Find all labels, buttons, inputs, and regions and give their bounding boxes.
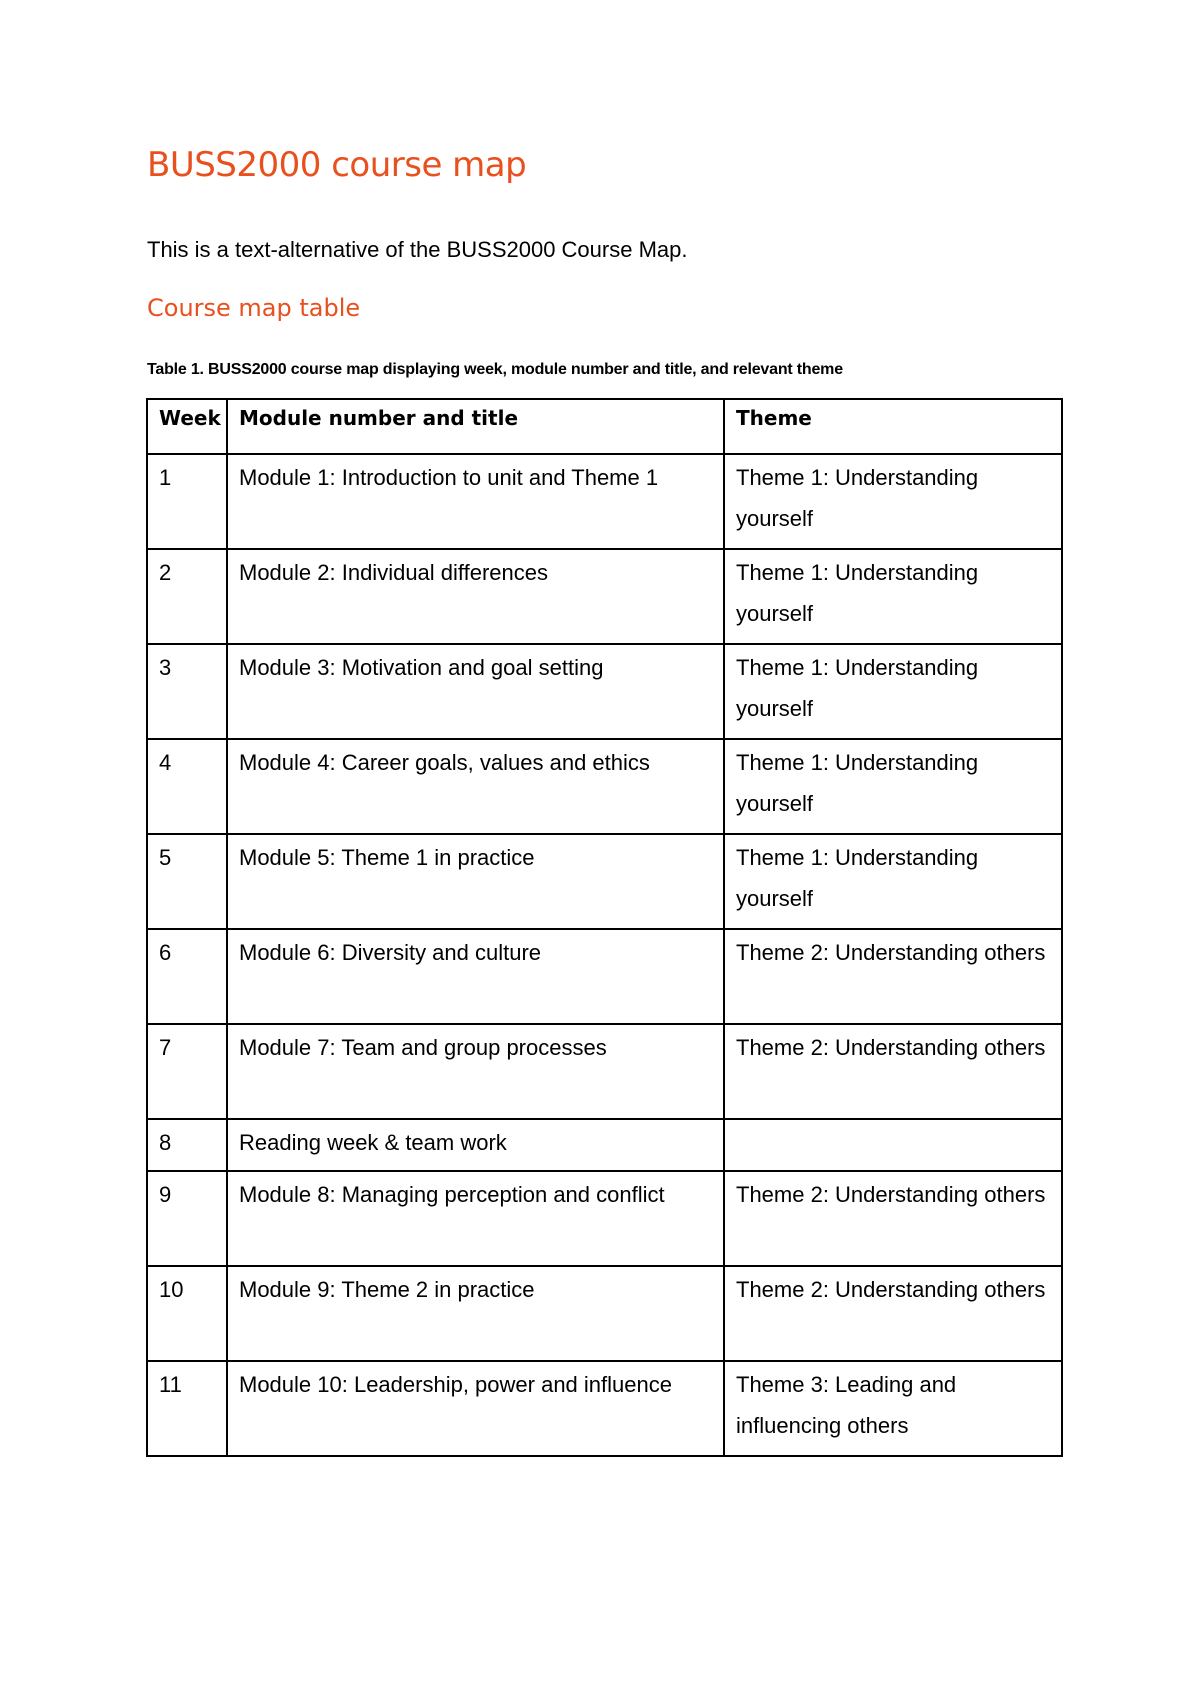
table-row	[147, 834, 1062, 929]
week-cell: 10	[147, 1266, 227, 1361]
theme-cell: Theme 1: Understanding yourself	[724, 549, 1062, 644]
theme-cell: Theme 2: Understanding others	[724, 1266, 1062, 1361]
theme-cell: Theme 2: Understanding others	[724, 1171, 1062, 1266]
week-cell: 5	[147, 834, 227, 929]
module-cell: Module 10: Leadership, power and influence	[227, 1361, 724, 1456]
theme-cell: Theme 1: Understanding yourself	[724, 834, 1062, 929]
theme-cell	[724, 1119, 1062, 1171]
table-row	[147, 1361, 1062, 1456]
table-caption: Table 1. BUSS2000 course map displaying week, module number and title, and relevant theme	[147, 361, 843, 378]
module-cell: Module 8: Managing perception and conflict	[227, 1171, 724, 1266]
intro-paragraph: This is a text-alternative of the BUSS2000 Course Map.	[147, 237, 688, 262]
week-cell: 11	[147, 1361, 227, 1456]
theme-cell: Theme 1: Understanding yourself	[724, 739, 1062, 834]
header-week: Week	[147, 399, 227, 454]
header-module: Module number and title	[227, 399, 724, 454]
table-row	[147, 1119, 1062, 1171]
table-row	[147, 454, 1062, 549]
course-map-table	[146, 398, 1063, 1457]
theme-cell: Theme 1: Understanding yourself	[724, 454, 1062, 549]
theme-cell: Theme 1: Understanding yourself	[724, 644, 1062, 739]
table-header-row	[147, 399, 1062, 454]
table-row	[147, 1024, 1062, 1119]
table-row	[147, 644, 1062, 739]
week-cell: 3	[147, 644, 227, 739]
week-cell: 6	[147, 929, 227, 1024]
header-theme: Theme	[724, 399, 1062, 454]
week-cell: 4	[147, 739, 227, 834]
theme-cell: Theme 3: Leading and influencing others	[724, 1361, 1062, 1456]
week-cell: 1	[147, 454, 227, 549]
module-cell: Module 6: Diversity and culture	[227, 929, 724, 1024]
module-cell: Module 5: Theme 1 in practice	[227, 834, 724, 929]
document-title: BUSS2000 course map	[147, 145, 527, 185]
module-cell: Module 4: Career goals, values and ethics	[227, 739, 724, 834]
module-cell: Reading week & team work	[227, 1119, 724, 1171]
section-heading: Course map table	[147, 294, 361, 322]
week-cell: 7	[147, 1024, 227, 1119]
theme-cell: Theme 2: Understanding others	[724, 1024, 1062, 1119]
theme-cell: Theme 2: Understanding others	[724, 929, 1062, 1024]
table-row	[147, 549, 1062, 644]
module-cell: Module 2: Individual differences	[227, 549, 724, 644]
table-row	[147, 929, 1062, 1024]
module-cell: Module 1: Introduction to unit and Theme 1	[227, 454, 724, 549]
week-cell: 2	[147, 549, 227, 644]
module-cell: Module 7: Team and group processes	[227, 1024, 724, 1119]
week-cell: 8	[147, 1119, 227, 1171]
module-cell: Module 9: Theme 2 in practice	[227, 1266, 724, 1361]
module-cell: Module 3: Motivation and goal setting	[227, 644, 724, 739]
table-row	[147, 1171, 1062, 1266]
week-cell: 9	[147, 1171, 227, 1266]
table-row	[147, 1266, 1062, 1361]
table-row	[147, 739, 1062, 834]
